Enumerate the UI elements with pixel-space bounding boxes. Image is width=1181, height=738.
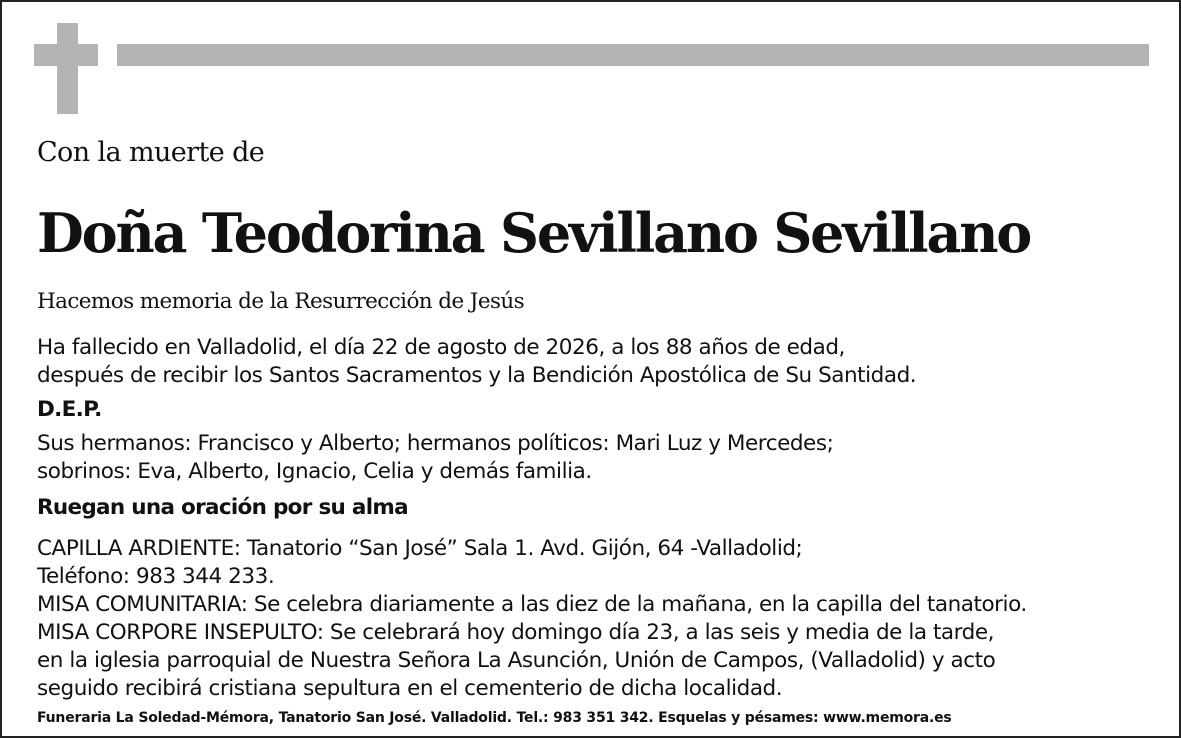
intro-text: Con la muerte de (37, 137, 265, 168)
service-line-6: seguido recibirá cristiana sepultura en el cementerio de dicha localidad. (37, 676, 783, 701)
service-line-4: MISA CORPORE INSEPULTO: Se celebrará hoy domingo día 23, a las seis y media de la tarde, (37, 620, 995, 645)
memorial-text: Hacemos memoria de la Resurrección de Jesús (37, 289, 525, 314)
death-line-2: después de recibir los Santos Sacramentos y la Bendición Apostólica de Su Santidad. (37, 363, 917, 388)
service-line-1: CAPILLA ARDIENTE: Tanatorio “San José” Sala 1. Avd. Gijón, 64 -Valladolid; (37, 536, 803, 561)
service-line-5: en la iglesia parroquial de Nuestra Señora La Asunción, Unión de Campos, (Valladolid) y acto (37, 648, 996, 673)
service-line-2: Teléfono: 983 344 233. (37, 564, 275, 589)
family-line-1: Sus hermanos: Francisco y Alberto; hermanos políticos: Mari Luz y Mercedes; (37, 431, 834, 456)
deceased-name: Doña Teodorina Sevillano Sevillano (37, 201, 1031, 265)
cross-horizontal-bar (34, 44, 98, 66)
funeral-home-footer: Funeraria La Soledad-Mémora, Tanatorio San José. Valladolid. Tel.: 983 351 342. Esquelas y pésames: www.memora.es (37, 710, 952, 726)
service-line-3: MISA COMUNITARIA: Se celebra diariamente a las diez de la mañana, en la capilla del tanatorio. (37, 592, 1027, 617)
prayer-request: Ruegan una oración por su alma (37, 495, 408, 520)
family-line-2: sobrinos: Eva, Alberto, Ignacio, Celia y demás familia. (37, 459, 592, 484)
death-line-1: Ha fallecido en Valladolid, el día 22 de agosto de 2026, a los 88 años de edad, (37, 335, 845, 360)
rip-text: D.E.P. (37, 397, 102, 422)
cross-vertical-bar (57, 23, 78, 114)
header-rule (117, 44, 1149, 66)
